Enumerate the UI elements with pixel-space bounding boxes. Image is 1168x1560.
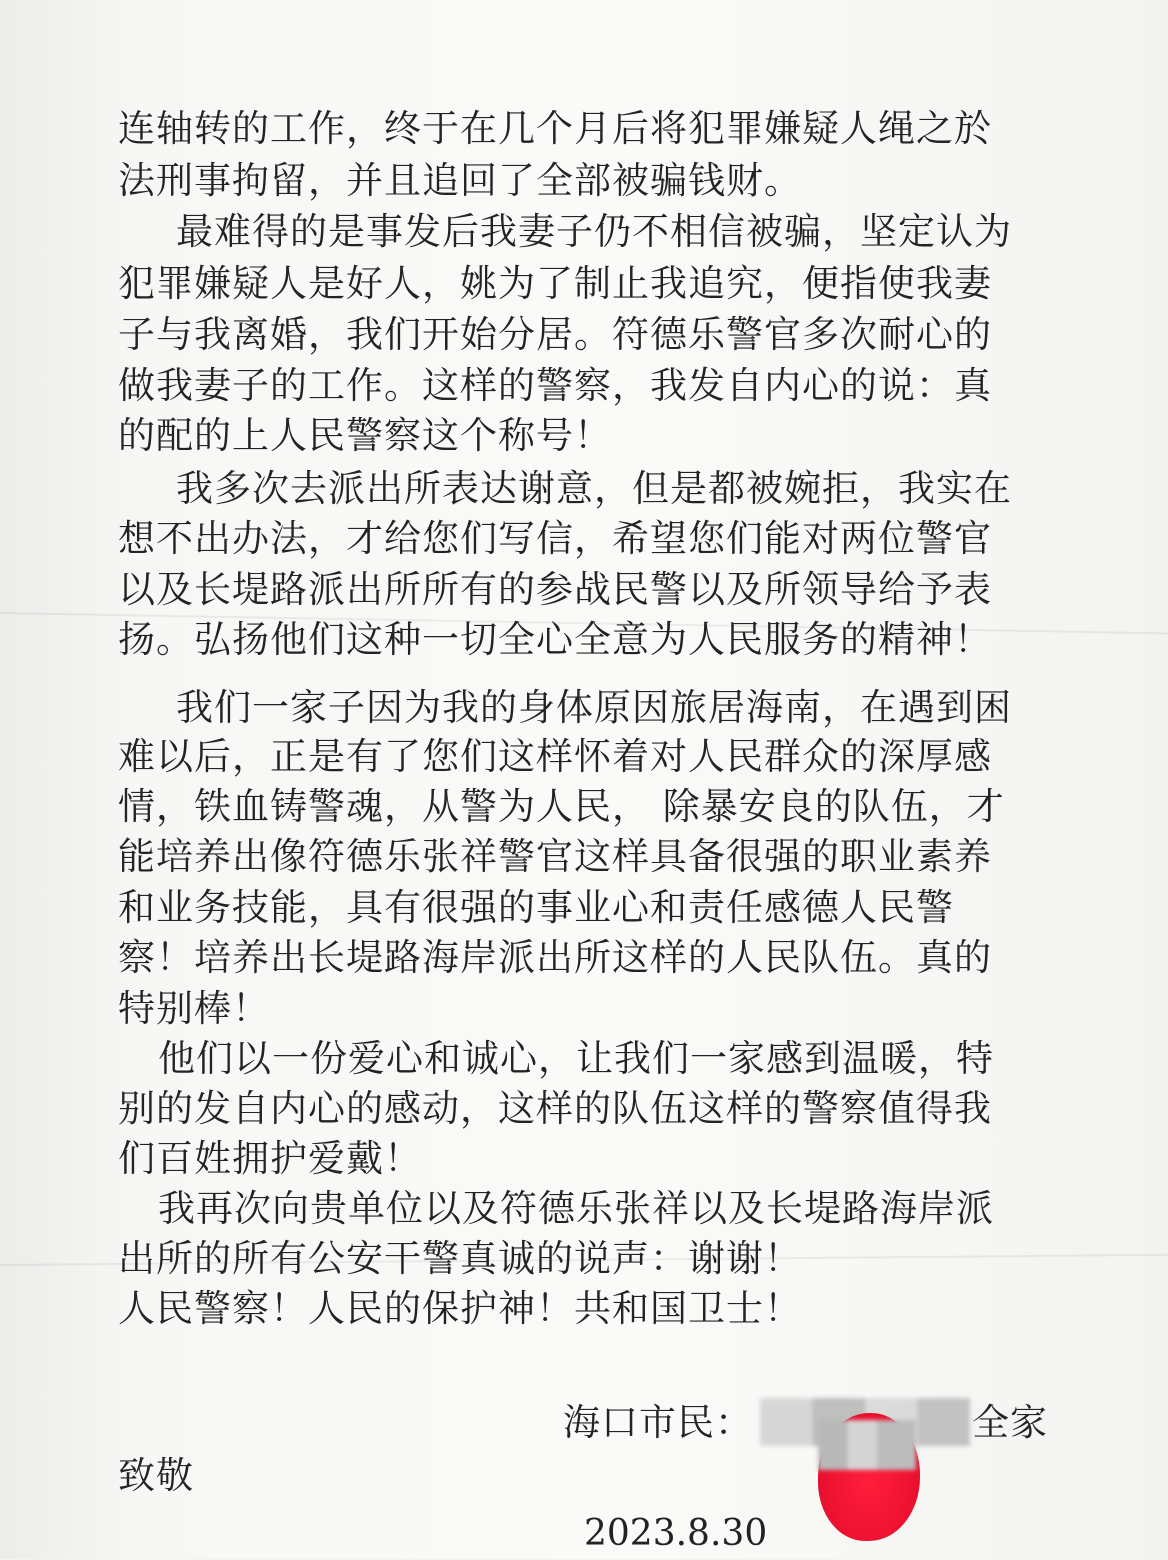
letter-line: 扬。弘扬他们这种一切全心全意为人民服务的精神！ (118, 618, 992, 661)
closing-salutation: 致敬 (118, 1454, 194, 1497)
letter-line: 出所的所有公安干警真诚的说声：谢谢！ (118, 1237, 802, 1280)
letter-line: 特别棒！ (118, 987, 270, 1030)
letter-line: 我再次向贵单位以及符德乐张祥以及长堤路海岸派 (158, 1187, 994, 1230)
letter-line: 别的发自内心的感动，这样的队伍这样的警察值得我 (118, 1087, 992, 1130)
letter-line: 们百姓拥护爱戴！ (118, 1137, 422, 1180)
letter-line: 犯罪嫌疑人是好人，姚为了制止我追究，便指使我妻 (118, 262, 992, 305)
letter-line: 他们以一份爱心和诚心，让我们一家感到温暖，特 (158, 1037, 994, 1080)
letter-line: 情，铁血铸警魂，从警为人民， 除暴安良的队伍，才 (118, 785, 1005, 828)
letter-line: 连轴转的工作，终于在几个月后将犯罪嫌疑人绳之於 (118, 107, 992, 150)
letter-line: 最难得的是事发后我妻子仍不相信被骗，坚定认为 (176, 210, 1012, 253)
letter-date: 2023.8.30 (584, 1513, 768, 1554)
letter-line: 子与我离婚，我们开始分居。符德乐警官多次耐心的 (118, 313, 992, 356)
letter-line: 我们一家子因为我的身体原因旅居海南，在遇到困 (176, 686, 1012, 729)
letter-line: 我多次去派出所表达谢意，但是都被婉拒，我实在 (176, 467, 1012, 510)
letter-line: 以及长堤路派出所所有的参战民警以及所领导给予表 (118, 568, 992, 611)
redacted-seal-name (818, 1420, 916, 1470)
letter-line: 想不出办法，才给您们写信，希望您们能对两位警官 (118, 517, 992, 560)
letter-line: 能培养出像符德乐张祥警官这样具备很强的职业素养 (118, 835, 992, 878)
letter-line: 的配的上人民警察这个称号！ (118, 414, 612, 457)
letter-line: 察！培养出长堤路海岸派出所这样的人民队伍。真的 (118, 936, 992, 979)
signature-label: 海口市民： (563, 1401, 753, 1444)
letter-line: 和业务技能，具有很强的事业心和责任感德人民警 (118, 886, 954, 929)
letter-line: 法刑事拘留，并且追回了全部被骗钱财。 (118, 159, 802, 202)
signature-suffix: 全家 (972, 1401, 1048, 1444)
letter-line: 难以后，正是有了您们这样怀着对人民群众的深厚感 (118, 735, 992, 778)
letter-line: 人民警察！人民的保护神！共和国卫士！ (118, 1287, 802, 1330)
letter-line: 做我妻子的工作。这样的警察，我发自内心的说：真 (118, 364, 992, 407)
